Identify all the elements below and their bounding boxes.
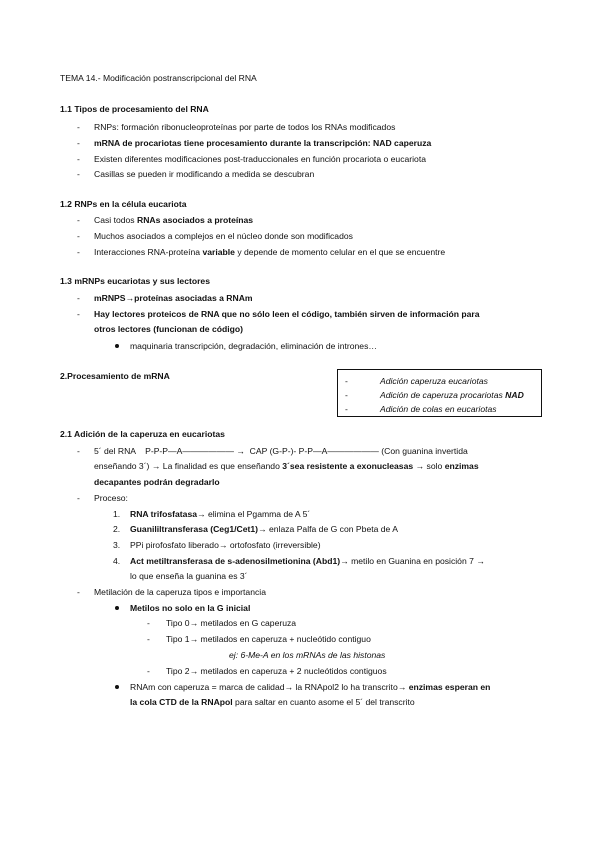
section-1-1-heading: 1.1 Tipos de procesamiento del RNA: [60, 104, 209, 114]
metilacion-label: Metilación de la caperuza tipos e importancia: [94, 587, 266, 597]
box-item: Adición caperuza eucariotas: [380, 376, 488, 386]
dash-marker: -: [77, 122, 80, 132]
dash-marker: -: [345, 390, 348, 400]
list-item: RNPs: formación ribonucleoproteínas por parte de todos los RNAs modificados: [94, 122, 396, 132]
bullet-item: RNAm con caperuza = marca de calidad→ la RNApol2 lo ha transcrito→ enzimas esperan en: [130, 682, 491, 692]
list-item-continuation: otros lectores (funcionan de código): [94, 324, 243, 334]
dash-marker: -: [77, 587, 80, 597]
dash-marker: -: [77, 169, 80, 179]
step-item: PPi pirofosfato liberado→ ortofosfato (irreversible): [130, 540, 321, 550]
bullet-dot: [115, 344, 119, 348]
box-item: Adición de colas en eucariotas: [380, 404, 497, 414]
dash-marker: -: [77, 293, 80, 303]
dash-marker: -: [77, 309, 80, 319]
list-item: mRNA de procariotas tiene procesamiento durante la transcripción: NAD caperuza: [94, 138, 432, 148]
list-item: Interacciones RNA-proteína variable y depende de momento celular en el que se encuentre: [94, 247, 446, 257]
cap-equation: 5´ del RNA P-P-P—A—————— → CAP (G-P-)- P-P—A—————— (Con guanina invertida: [94, 446, 468, 456]
tipo-item: Tipo 1→ metilados en caperuza + nucleótido contiguo: [166, 634, 371, 644]
summary-box: [337, 369, 542, 417]
step-item: Guanililtransferasa (Ceg1/Cet1)→ enlaza Palfa de G con Pbeta de A: [130, 524, 398, 534]
step-number: 1.: [113, 509, 121, 519]
dash-marker: -: [77, 493, 80, 503]
step-number: 4.: [113, 556, 121, 566]
dash-marker: -: [77, 247, 80, 257]
cap-explanation: enseñando 3´) → La finalidad es que enseñando 3´sea resistente a exonucleasas → solo enzimas: [94, 461, 479, 471]
step-number: 2.: [113, 524, 121, 534]
dash-marker: -: [77, 446, 80, 456]
section-1-2-heading: 1.2 RNPs en la célula eucariota: [60, 199, 187, 209]
bullet-dot: [115, 606, 119, 610]
section-2-1-heading: 2.1 Adición de la caperuza en eucariotas: [60, 429, 225, 439]
bullet-dot: [115, 685, 119, 689]
list-item: Muchos asociados a complejos en el núcleo donde son modificados: [94, 231, 353, 241]
list-item: Casillas se pueden ir modificando a medida se descubran: [94, 169, 315, 179]
tipo-example: ej: 6-Me-A en los mRNAs de las histonas: [229, 650, 386, 660]
dash-marker: -: [345, 404, 348, 414]
bullet-item-continuation: la cola CTD de la RNApol para saltar en cuanto asome el 5´ del transcrito: [130, 697, 415, 707]
section-2-heading: 2.Procesamiento de mRNA: [60, 371, 170, 381]
box-item: Adición de caperuza procariotas NAD: [380, 390, 524, 400]
dash-marker: -: [77, 154, 80, 164]
step-item: Act metiltransferasa de s-adenosilmetionina (Abd1)→ metilo en Guanina en posición 7 →: [130, 556, 485, 566]
document-title: TEMA 14.- Modificación postranscripcional del RNA: [60, 73, 257, 83]
list-item: Hay lectores proteicos de RNA que no sólo leen el código, también sirven de información para: [94, 309, 480, 319]
dash-marker: -: [77, 231, 80, 241]
bullet-item: Metilos no solo en la G inicial: [130, 603, 251, 613]
step-item: RNA trifosfatasa→ elimina el Pgamma de A 5´: [130, 509, 311, 519]
dash-marker: -: [147, 666, 150, 676]
list-item: mRNPS→proteínas asociadas a RNAm: [94, 293, 253, 303]
step-item-continuation: lo que enseña la guanina es 3´: [130, 571, 248, 581]
tipo-item: Tipo 0→ metilados en G caperuza: [166, 618, 297, 628]
section-1-3-heading: 1.3 mRNPs eucariotas y sus lectores: [60, 276, 210, 286]
proceso-label: Proceso:: [94, 493, 128, 503]
dash-marker: -: [77, 138, 80, 148]
dash-marker: -: [77, 215, 80, 225]
tipo-item: Tipo 2→ metilados en caperuza + 2 nucleótidos contiguos: [166, 666, 387, 676]
list-item: Existen diferentes modificaciones post-traduccionales en función procariota o eucariota: [94, 154, 427, 164]
step-number: 3.: [113, 540, 121, 550]
list-item: Casi todos RNAs asociados a proteínas: [94, 215, 254, 225]
dash-marker: -: [147, 634, 150, 644]
dash-marker: -: [345, 376, 348, 386]
bullet-item: maquinaria transcripción, degradación, eliminación de intrones…: [130, 341, 377, 351]
dash-marker: -: [147, 618, 150, 628]
cap-explanation-continuation: decapantes podrán degradarlo: [94, 477, 220, 487]
